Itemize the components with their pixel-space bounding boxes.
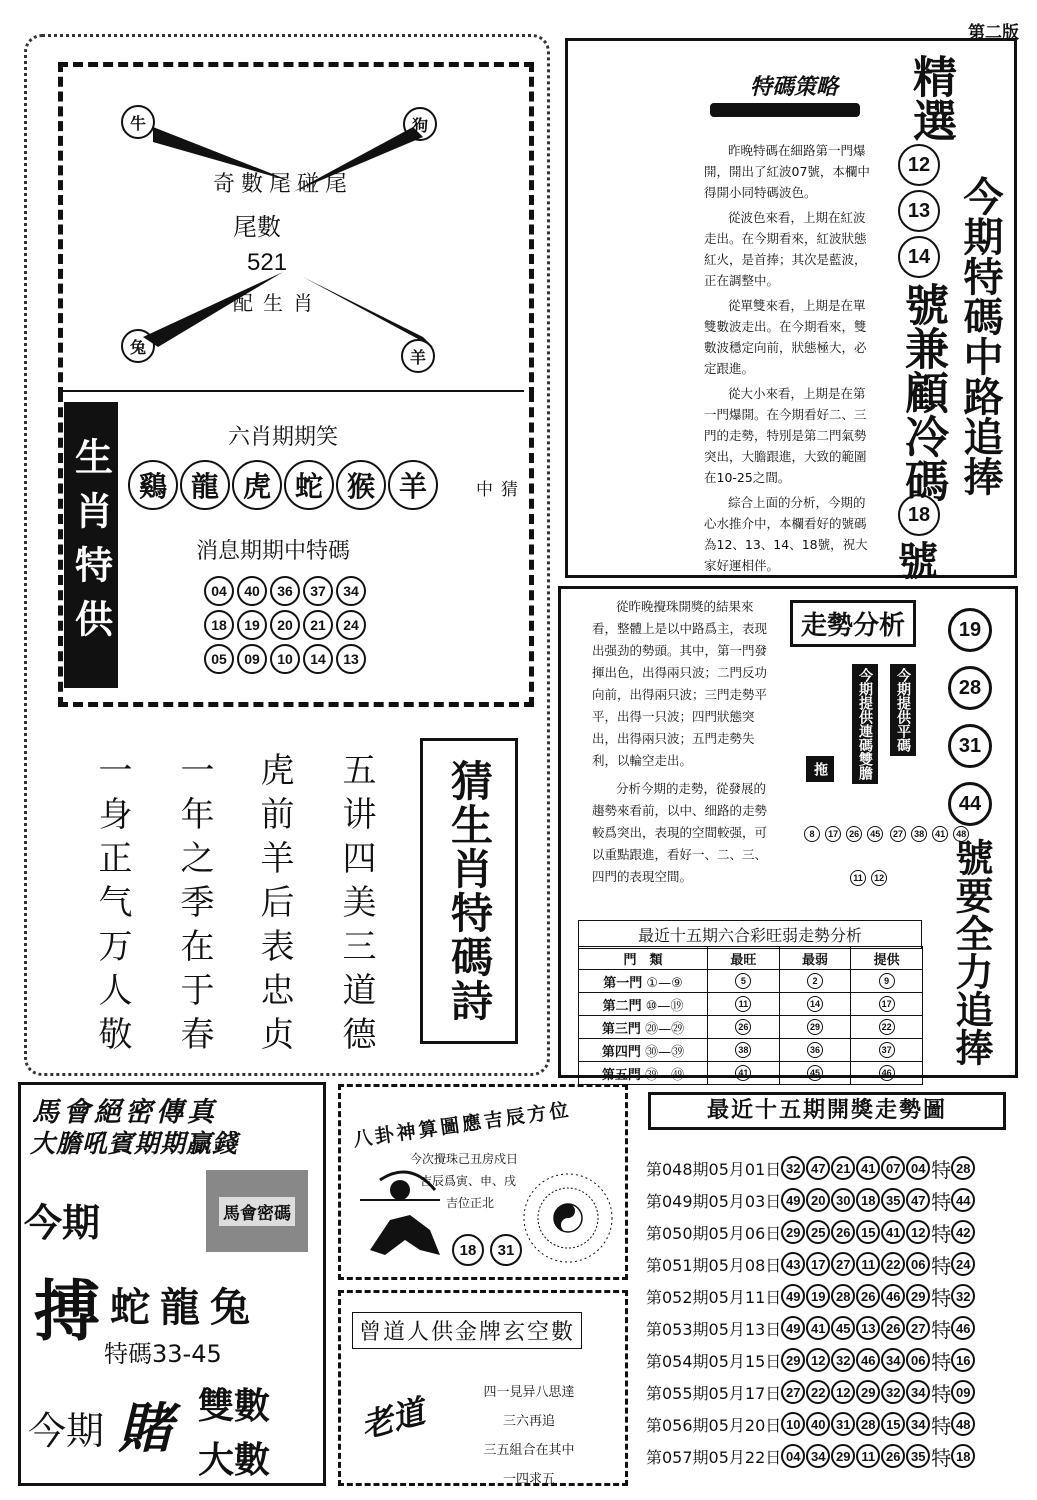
gold-signature: 老道 — [356, 1392, 429, 1446]
table-row — [579, 970, 923, 993]
history-number: 30 — [831, 1188, 855, 1212]
row-offer: 22 — [879, 1019, 895, 1035]
history-number: 29 — [781, 1348, 805, 1372]
message-numbers — [204, 576, 366, 674]
history-special: 09 — [951, 1380, 975, 1404]
history-row — [646, 1248, 976, 1280]
edition-label: 第二版 — [968, 23, 1019, 43]
cold-number: 18 — [898, 494, 940, 536]
horse-title-1: 馬會絕密傳真 — [32, 1097, 218, 1128]
history-number: 35 — [906, 1444, 930, 1468]
poem-title: 猜生肖特碼詩 — [445, 759, 494, 1023]
history-number: 32 — [831, 1348, 855, 1372]
strategy-paragraph: 從單雙來看，上期是在單雙數波走出。在今期看來，雙數波穩定向前，狀態極大，必定跟進。 — [704, 298, 867, 376]
msg-number: 24 — [336, 610, 366, 640]
history-number: 26 — [881, 1444, 905, 1468]
history-number: 35 — [881, 1188, 905, 1212]
trend-col1-number: 26 — [846, 826, 862, 842]
special-label: 特 — [931, 1189, 952, 1214]
history-number: 49 — [781, 1316, 805, 1340]
odd-tail-caption: 奇數尾碰尾 — [213, 172, 354, 197]
history-number: 12 — [806, 1348, 830, 1372]
gold-title: 曾道人供金牌玄空數 — [352, 1312, 582, 1349]
row-worst: 45 — [807, 1065, 823, 1081]
history-number: 28 — [831, 1284, 855, 1308]
poem-line-1: 五讲四美三道德 — [336, 752, 376, 1060]
trend-right-number: 19 — [948, 608, 992, 652]
row-range: ⑳—㉙ — [645, 1021, 685, 1037]
horse-stamp: 馬會密碼 — [206, 1170, 308, 1252]
table-row — [579, 1016, 923, 1039]
row-best: 38 — [735, 1042, 751, 1058]
msg-number: 13 — [336, 644, 366, 674]
gold-line: 一四求五 — [502, 1472, 555, 1487]
trend-logo: 走勢分析 — [790, 600, 916, 647]
trend-col1-numbers — [804, 822, 883, 848]
trend-col3-label: 今期提供平碼 — [890, 664, 916, 756]
table-header: 最旺 — [708, 947, 780, 970]
history-number: 49 — [781, 1284, 805, 1308]
trend-col3-number: 27 — [890, 826, 906, 842]
strategy-paragraph: 從波色來看，上期在紅波走出。在今期看來，紅波狀態紅火，是首捧；其次是藍波，正在調整中。 — [704, 210, 867, 288]
history-number: 19 — [806, 1284, 830, 1308]
history-number: 18 — [856, 1188, 880, 1212]
history-number: 06 — [906, 1348, 930, 1372]
history-number: 34 — [881, 1348, 905, 1372]
trend-col3-number: 41 — [932, 826, 948, 842]
history-number: 15 — [856, 1220, 880, 1244]
row-range: ⑩—⑲ — [645, 998, 684, 1014]
horse-bo: 搏 — [34, 1272, 100, 1350]
bagua-number: 31 — [490, 1234, 522, 1266]
row-name: 第四門 — [601, 1044, 641, 1060]
trend-col2-number: 12 — [871, 870, 887, 886]
trend-table — [578, 946, 923, 1085]
history-number: 15 — [881, 1412, 905, 1436]
history-label: 第056期05月20日 — [646, 1415, 782, 1435]
row-range: ㉚—㊴ — [645, 1044, 685, 1060]
horse-big: 大數 — [198, 1440, 271, 1481]
pick-number: 12 — [898, 144, 940, 186]
history-label: 第051期05月08日 — [646, 1255, 782, 1275]
history-number: 26 — [831, 1220, 855, 1244]
special-label: 特 — [931, 1285, 952, 1310]
gold-line: 三六再追 — [502, 1414, 555, 1429]
trend-col2-label: 今期提供連碼雙膽 — [852, 664, 878, 784]
table-header: 門 類 — [579, 947, 708, 970]
history-label: 第057期05月22日 — [646, 1447, 782, 1467]
trend-right-number: 28 — [948, 666, 992, 710]
history-number: 49 — [781, 1188, 805, 1212]
history-number: 04 — [906, 1156, 930, 1180]
history-number: 34 — [906, 1380, 930, 1404]
table-row — [579, 1039, 923, 1062]
history-number: 22 — [806, 1380, 830, 1404]
msg-number: 10 — [270, 644, 300, 674]
history-number: 25 — [806, 1220, 830, 1244]
trend-text — [592, 596, 772, 888]
msg-number: 37 — [303, 576, 333, 606]
trend-col1-label: 拖 — [806, 756, 834, 782]
history-number: 31 — [831, 1412, 855, 1436]
history-number: 12 — [831, 1380, 855, 1404]
history-number: 29 — [831, 1444, 855, 1468]
poem-line-4: 一身正气万人敬 — [92, 752, 132, 1060]
history-number: 06 — [906, 1252, 930, 1276]
history-number: 41 — [881, 1220, 905, 1244]
special-label: 特 — [931, 1349, 952, 1374]
history-number: 28 — [856, 1412, 880, 1436]
strategy-text — [704, 140, 872, 576]
history-list — [646, 1152, 976, 1472]
strategy-right-title: 今期特碼中路追捧 — [957, 176, 1003, 496]
trend-table-title: 最近十五期六合彩旺弱走勢分析 — [578, 920, 922, 949]
row-worst: 2 — [807, 973, 823, 989]
history-special: 24 — [951, 1252, 975, 1276]
row-offer: 17 — [879, 996, 895, 1012]
msg-number: 36 — [270, 576, 300, 606]
msg-number: 40 — [237, 576, 267, 606]
history-special: 44 — [951, 1188, 975, 1212]
table-row — [579, 1062, 923, 1085]
msg-number: 20 — [270, 610, 300, 640]
history-label: 第055期05月17日 — [646, 1383, 782, 1403]
row-range: ㊴—㊾ — [645, 1067, 685, 1083]
history-number: 46 — [881, 1284, 905, 1308]
history-number: 41 — [806, 1316, 830, 1340]
trend-right-numbers — [948, 608, 1037, 826]
history-row — [646, 1440, 976, 1472]
table-row — [579, 993, 923, 1016]
strategy-logo: 特碼策略 — [710, 70, 860, 126]
pick-top-label: 精選 — [905, 54, 956, 142]
horse-today-2: 今期 — [28, 1409, 105, 1453]
special-label: 特 — [931, 1445, 952, 1470]
trend-col1-number: 8 — [804, 826, 820, 842]
zodiac-tiger: 虎 — [232, 460, 282, 510]
history-number: 45 — [831, 1316, 855, 1340]
trend-paragraph: 分析今期的走勢，從發展的趨勢來看前，以中、细路的走勢較爲突出，表現的空間較强，可以重點跟進，看好一、二、三、四門的表現空間。 — [592, 781, 768, 884]
history-number: 32 — [781, 1156, 805, 1180]
history-number: 04 — [781, 1444, 805, 1468]
trend-col2-numbers — [850, 866, 887, 892]
bagua-line-3: 吉位正北 — [446, 1196, 495, 1210]
zodiac-snake: 蛇 — [284, 460, 334, 510]
history-special: 18 — [951, 1444, 975, 1468]
history-label: 第048期05月01日 — [646, 1159, 782, 1179]
guess-hit-label: 猜中 — [472, 480, 517, 567]
strategy-paragraph: 綜合上面的分析，今期的心水推介中，本欄看好的號碼為12、13、14、18號，祝大家好運相伴。 — [704, 495, 868, 573]
pick-number: 13 — [898, 190, 940, 232]
tail-number: 521 — [247, 249, 288, 276]
history-row — [646, 1152, 976, 1184]
tail-label: 尾數 — [233, 213, 281, 241]
zodiac-goat: 羊 — [388, 460, 438, 510]
zodiac-chicken: 鷄 — [128, 460, 178, 510]
zodiac-corner-rabbit: 兔 — [121, 329, 155, 363]
horse-animals: 蛇龍兔 — [110, 1285, 260, 1331]
row-best: 41 — [735, 1065, 751, 1081]
history-special: 46 — [951, 1316, 975, 1340]
table-header: 最弱 — [779, 947, 851, 970]
history-row — [646, 1344, 976, 1376]
history-row — [646, 1216, 976, 1248]
history-number: 26 — [856, 1284, 880, 1308]
history-special: 16 — [951, 1348, 975, 1372]
history-row — [646, 1408, 976, 1440]
row-name: 第三門 — [601, 1021, 641, 1037]
gold-lines — [470, 1378, 588, 1494]
row-worst: 36 — [807, 1042, 823, 1058]
history-number: 20 — [806, 1188, 830, 1212]
row-best: 5 — [735, 973, 751, 989]
history-number: 40 — [806, 1412, 830, 1436]
poem-line-3: 一年之季在于春 — [174, 752, 214, 1060]
msg-number: 09 — [237, 644, 267, 674]
zodiac-corner-goat: 羊 — [401, 339, 435, 373]
bagua-line-2: 吉辰爲寅、申、戌 — [420, 1174, 517, 1188]
row-worst: 14 — [807, 996, 823, 1012]
history-special: 28 — [951, 1156, 975, 1180]
zodiac-monkey: 猴 — [336, 460, 386, 510]
history-label: 第052期05月11日 — [646, 1287, 782, 1307]
history-number: 11 — [856, 1252, 880, 1276]
bagua-number: 18 — [452, 1234, 484, 1266]
trend-paragraph: 從昨晚攪珠開獎的結果來看，整體上是以中路爲主，表现出强劲的勢頭。其中，第一門發揮出色，出得兩只波；二門反功向前，出得兩只波；三門走勢平平，出得一只波；四門狀態突出，出得兩只波；五門走勢失利，以輪空走出。 — [592, 599, 768, 768]
horse-today: 今期 — [24, 1201, 101, 1245]
history-number: 10 — [781, 1412, 805, 1436]
history-title: 最近十五期開獎走勢圖 — [648, 1092, 1006, 1130]
history-label: 第049期05月03日 — [646, 1191, 782, 1211]
trend-right-text: 號要全力追捧 — [949, 838, 993, 1066]
msg-number: 21 — [303, 610, 333, 640]
tail-number-panel — [58, 62, 534, 397]
poem-line-2: 虎前羊后表忠贞 — [254, 752, 294, 1060]
zodiac-corner-ox: 牛 — [121, 105, 155, 139]
history-special: 48 — [951, 1412, 975, 1436]
history-number: 11 — [856, 1444, 880, 1468]
history-number: 47 — [806, 1156, 830, 1180]
special-label: 特 — [931, 1381, 952, 1406]
bagua-diagram-icon — [520, 1170, 616, 1266]
history-number: 41 — [856, 1156, 880, 1180]
pick-number: 14 — [898, 236, 940, 278]
special-label: 特 — [931, 1413, 952, 1438]
history-special: 32 — [951, 1284, 975, 1308]
history-number: 32 — [881, 1380, 905, 1404]
poem-title-box — [420, 738, 518, 1044]
gold-line: 三五組合在其中 — [483, 1443, 575, 1458]
history-row — [646, 1312, 976, 1344]
trend-right-number: 31 — [948, 724, 992, 768]
msg-number: 18 — [204, 610, 234, 640]
history-row — [646, 1280, 976, 1312]
history-number: 34 — [906, 1412, 930, 1436]
history-number: 29 — [781, 1220, 805, 1244]
history-number: 13 — [856, 1316, 880, 1340]
gold-line: 四一見异八思達 — [483, 1385, 575, 1400]
pick-end-label: 號 — [898, 539, 938, 585]
row-name: 第五門 — [601, 1067, 641, 1083]
history-number: 26 — [881, 1316, 905, 1340]
history-number: 27 — [781, 1380, 805, 1404]
msg-number: 34 — [336, 576, 366, 606]
row-name: 第二門 — [602, 998, 642, 1014]
history-number: 29 — [856, 1380, 880, 1404]
history-number: 27 — [906, 1316, 930, 1340]
trend-col1-number: 17 — [825, 826, 841, 842]
row-range: ①—⑨ — [646, 975, 683, 991]
horse-title-2: 大膽吼賓期期贏錢 — [30, 1129, 239, 1158]
history-number: 46 — [856, 1348, 880, 1372]
history-row — [646, 1376, 976, 1408]
table-header: 提供 — [851, 947, 923, 970]
history-row — [646, 1184, 976, 1216]
row-offer: 9 — [879, 973, 895, 989]
message-title: 消息期期中特碼 — [196, 539, 351, 564]
bagua-line-1: 今次攪珠己丑房戍日 — [410, 1152, 519, 1166]
msg-number: 14 — [303, 644, 333, 674]
special-label: 特 — [931, 1317, 952, 1342]
history-number: 29 — [906, 1284, 930, 1308]
shengxiao-vertical-title: 生肖特供 — [64, 402, 118, 688]
trend-right-number: 44 — [948, 782, 992, 826]
row-offer: 37 — [879, 1042, 895, 1058]
strategy-paragraph: 昨晚特碼在細路第一門爆開，開出了紅波07號，本欄中得開小同特碼波色。 — [704, 143, 870, 200]
six-zodiac-list — [128, 460, 438, 510]
trend-col3-number: 38 — [911, 826, 927, 842]
trend-col1-number: 45 — [867, 826, 883, 842]
archer-figure — [350, 1160, 450, 1270]
trend-col2-number: 11 — [850, 870, 866, 886]
history-label: 第054期05月15日 — [646, 1351, 782, 1371]
msg-number: 05 — [204, 644, 234, 674]
special-label: 特 — [931, 1253, 952, 1278]
match-zodiac-caption: 配生肖 — [233, 291, 323, 315]
pick-mid-label: 號兼顧冷碼 — [897, 282, 948, 502]
history-number: 34 — [806, 1444, 830, 1468]
history-label: 第053期05月13日 — [646, 1319, 782, 1339]
strategy-paragraph: 從大小來看，上期是在第一門爆開。在今期看好二、三門的走勢，特別是第二門氣勢突出，大膽跟進，大致的範圍在10-25之間。 — [704, 386, 867, 485]
zodiac-dragon: 龍 — [180, 460, 230, 510]
history-number: 47 — [906, 1188, 930, 1212]
history-number: 22 — [881, 1252, 905, 1276]
msg-number: 19 — [237, 610, 267, 640]
horse-du: 賭 — [118, 1396, 172, 1460]
row-best: 26 — [735, 1019, 751, 1035]
bagua-title: 八卦神算圖應吉辰方位 — [351, 1098, 573, 1152]
history-number: 12 — [906, 1220, 930, 1244]
row-offer: 46 — [879, 1065, 895, 1081]
horse-special: 特碼33-45 — [104, 1340, 222, 1368]
special-label: 特 — [931, 1157, 952, 1182]
row-best: 11 — [735, 996, 751, 1012]
special-label: 特 — [931, 1221, 952, 1246]
history-number: 17 — [806, 1252, 830, 1276]
history-label: 第050期05月06日 — [646, 1223, 782, 1243]
history-number: 21 — [831, 1156, 855, 1180]
trend-col3-number: 48 — [953, 826, 969, 842]
row-name: 第一門 — [603, 975, 643, 991]
zodiac-corner-dog: 狗 — [403, 107, 437, 141]
history-number: 27 — [831, 1252, 855, 1276]
history-number: 43 — [781, 1252, 805, 1276]
row-worst: 29 — [807, 1019, 823, 1035]
history-special: 42 — [951, 1220, 975, 1244]
history-number: 07 — [881, 1156, 905, 1180]
msg-number: 04 — [204, 576, 234, 606]
six-zodiac-title: 六肖期期笑 — [228, 425, 339, 450]
horse-even: 雙數 — [198, 1386, 271, 1427]
